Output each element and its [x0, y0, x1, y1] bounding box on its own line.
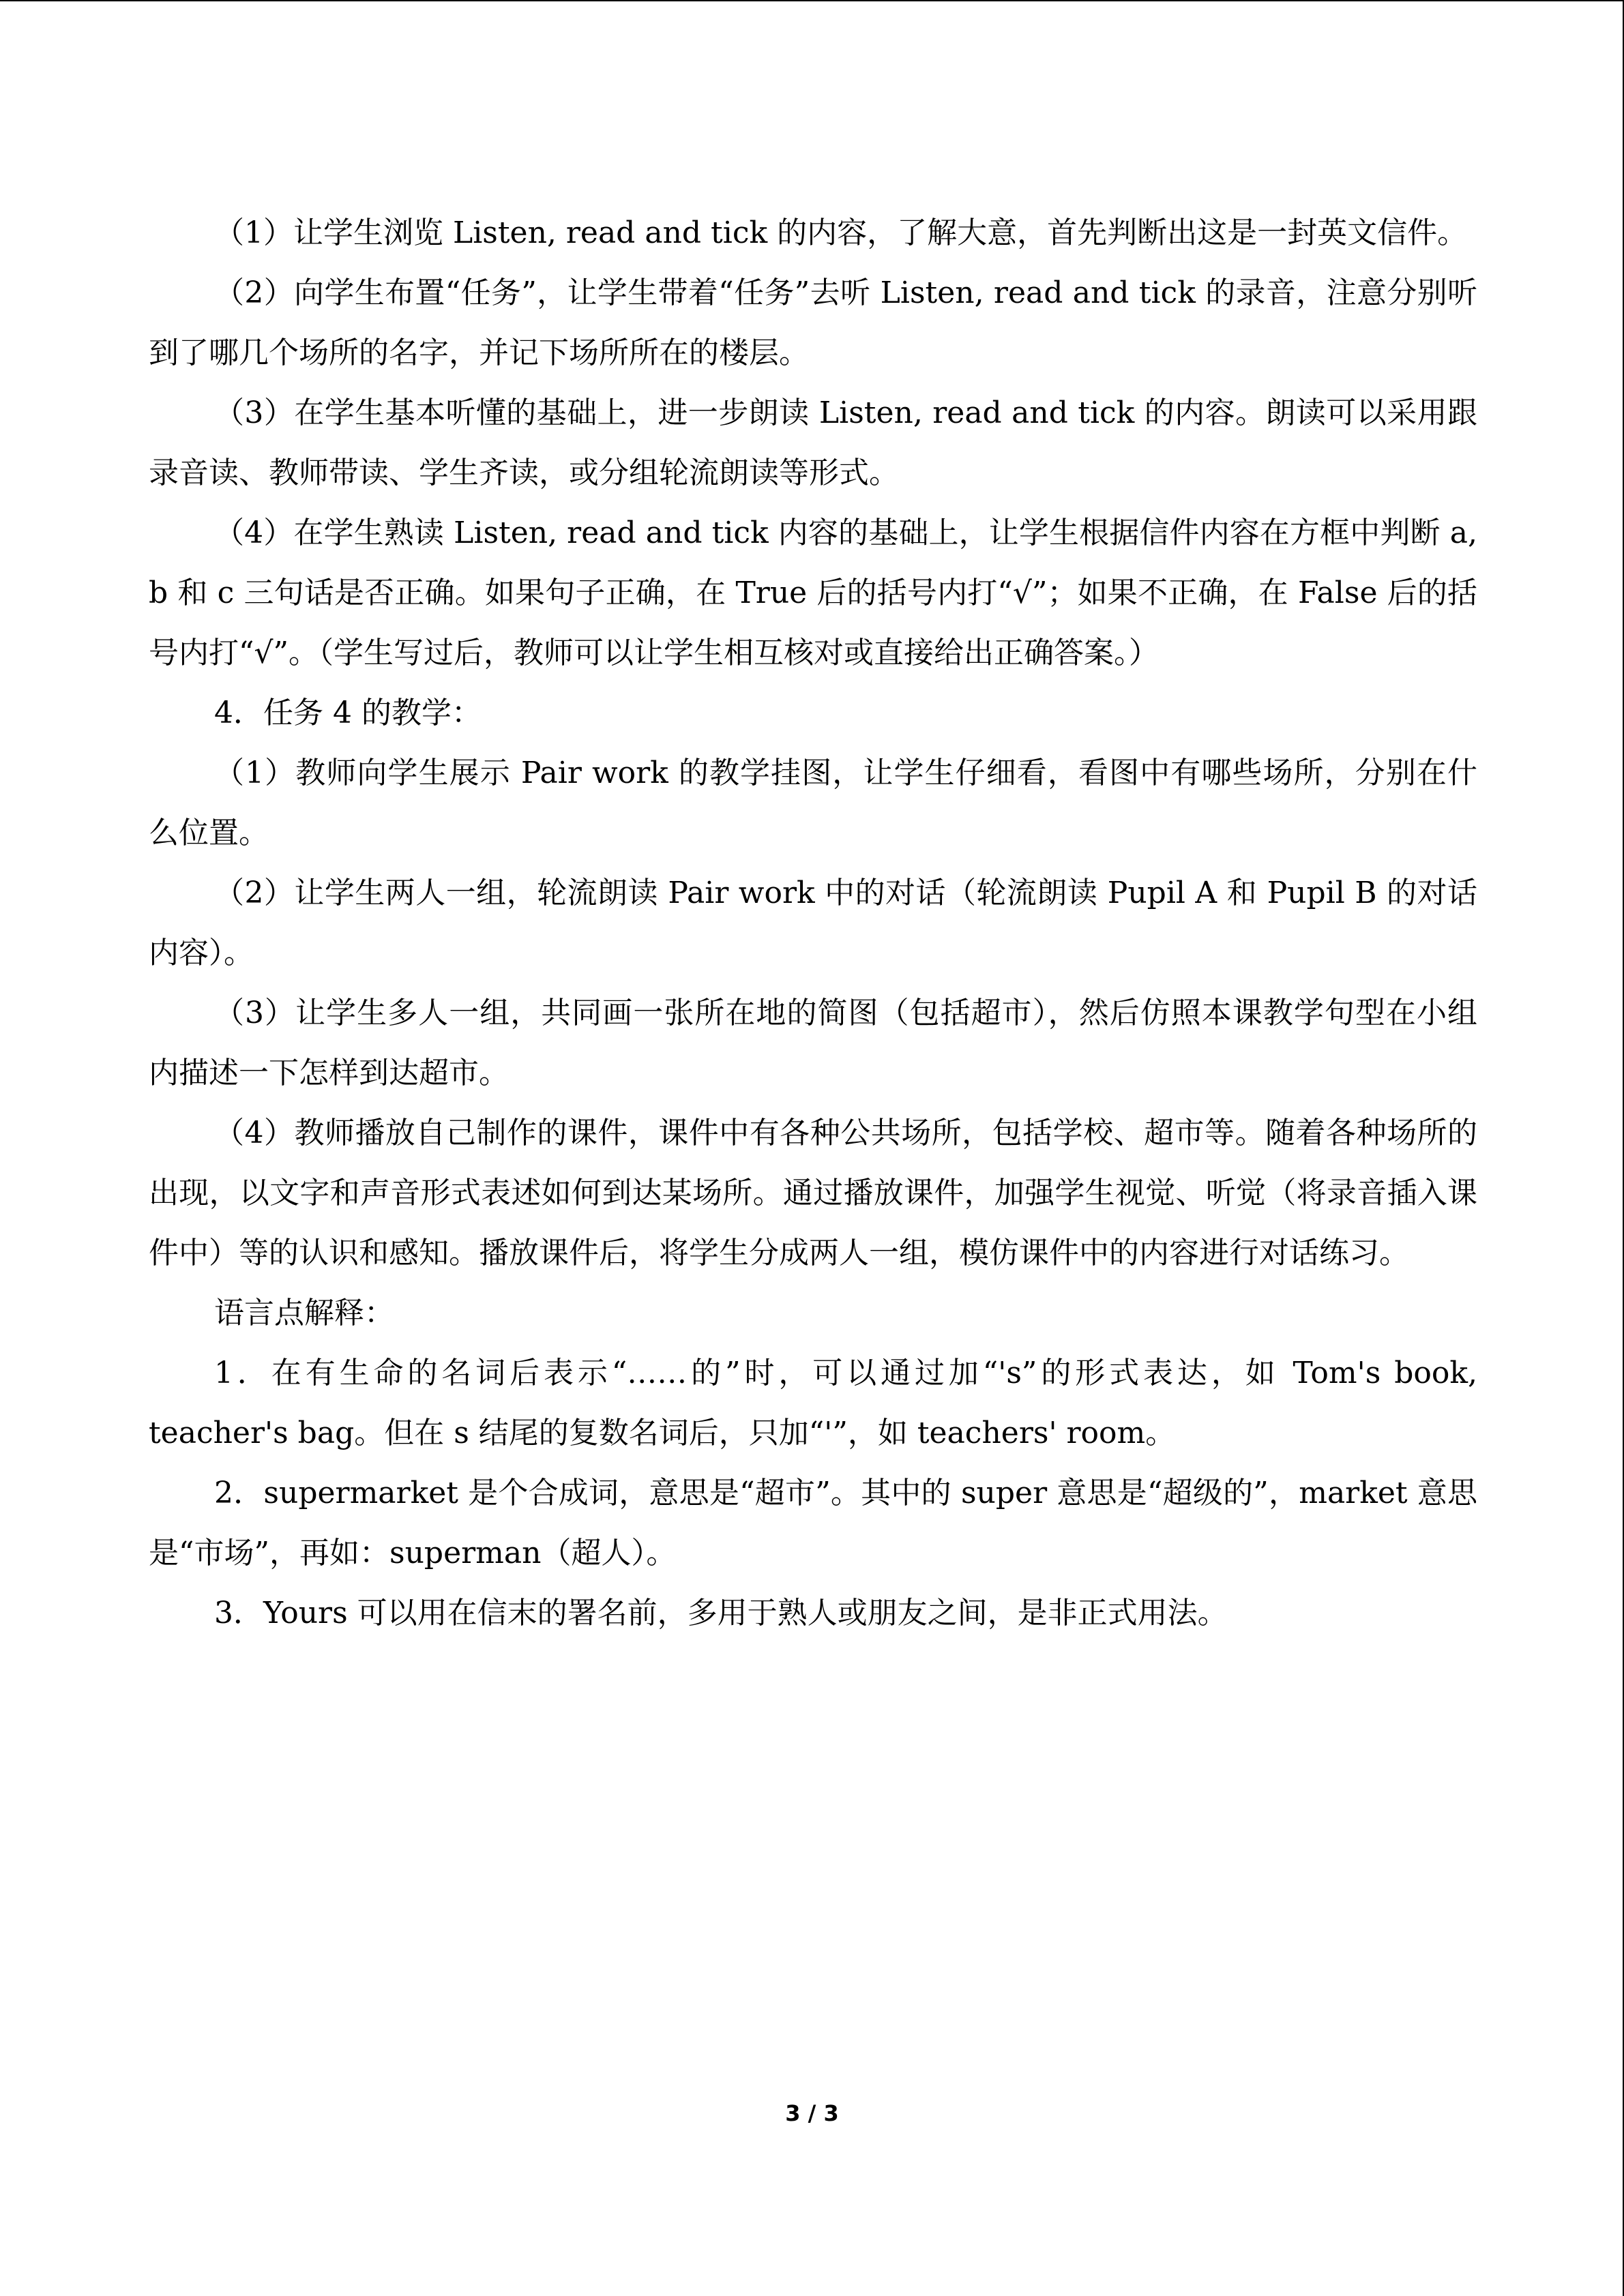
- paragraph-task4-step2: （2）让学生两人一组，轮流朗读 Pair work 中的对话（轮流朗读 Pupil A 和 Pupil B 的对话内容）。: [149, 876, 1477, 970]
- section-heading-task4: 4．任务 4 的教学：: [214, 696, 482, 730]
- paragraph-task3-step3: （3）在学生基本听懂的基础上，进一步朗读 Listen, read and tick 的内容。朗读可以采用跟录音读、教师带读、学生齐读，或分组轮流朗读等形式。: [149, 396, 1477, 490]
- top-border-line: [0, 0, 1624, 1]
- paragraph-task3-step2: （2）向学生布置“任务”，让学生带着“任务”去听 Listen, read and tick 的录音，注意分别听到了哪几个场所的名字，并记下场所所在的楼层。: [149, 275, 1477, 370]
- paragraph-task4-step1: （1）教师向学生展示 Pair work 的教学挂图，让学生仔细看，看图中有哪些场所，分别在什么位置。: [149, 756, 1477, 850]
- paragraph-task3-step4: （4）在学生熟读 Listen, read and tick 内容的基础上，让学生根据信件内容在方框中判断 a, b 和 c 三句话是否正确。如果句子正确，在 True 后的括号内打“√”；如果不正确，在 False 后的括号内打“√”。（学生写过后，教师可以让学生相互核对或直接给出正确答案。）: [149, 516, 1477, 670]
- paragraph-task3-step1: （1）让学生浏览 Listen, read and tick 的内容，了解大意，首先判断出这是一封英文信件。: [214, 215, 1468, 250]
- section-heading-language-points: 语言点解释：: [214, 1296, 394, 1330]
- page-number: 3 / 3: [785, 2100, 839, 2126]
- language-point-2: 2．supermarket 是个合成词，意思是“超市”。其中的 super 意思是“超级的”，market 意思是“市场”，再如：superman（超人）。: [149, 1476, 1477, 1570]
- language-point-1: 1．在有生命的名词后表示“……的”时，可以通过加“'s”的形式表达，如 Tom's book, teacher's bag。但在 s 结尾的复数名词后，只加“'”，如 teachers' room。: [149, 1356, 1477, 1450]
- language-point-3: 3．Yours 可以用在信末的署名前，多用于熟人或朋友之间，是非正式用法。: [214, 1596, 1228, 1630]
- paragraph-task4-step3: （3）让学生多人一组，共同画一张所在地的简图（包括超市），然后仿照本课教学句型在小组内描述一下怎样到达超市。: [149, 996, 1477, 1090]
- paragraph-task4-step4: （4）教师播放自己制作的课件，课件中有各种公共场所，包括学校、超市等。随着各种场所的出现，以文字和声音形式表述如何到达某场所。通过播放课件，加强学生视觉、听觉（将录音插入课件中）等的认识和感知。播放课件后，将学生分成两人一组，模仿课件中的内容进行对话练习。: [149, 1116, 1477, 1270]
- document-body: [149, 203, 1477, 1643]
